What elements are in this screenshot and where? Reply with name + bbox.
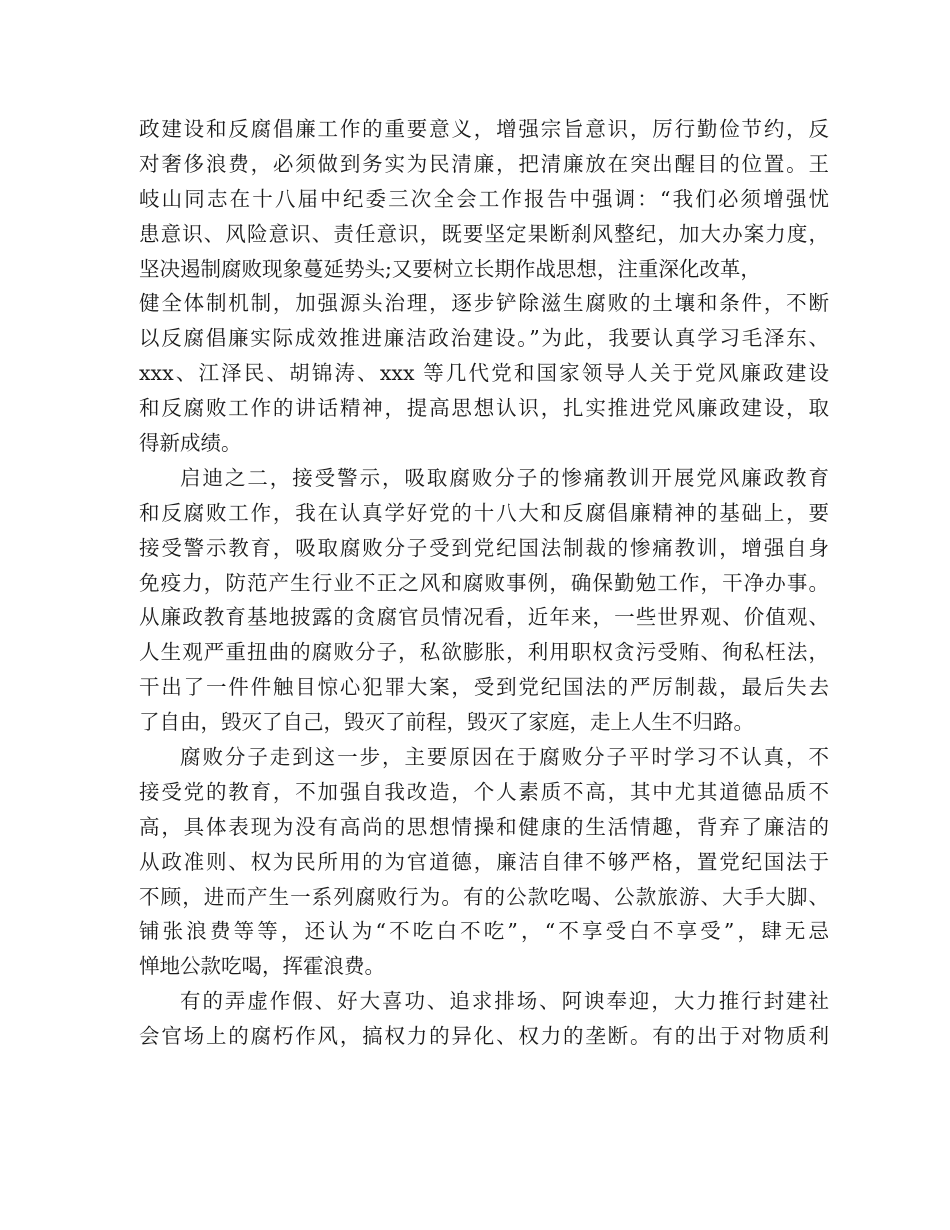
text-line: 患意识、风险意识、责任意识，既要坚定果断刹风整纪，加大办案力度，	[139, 221, 829, 246]
text-line: 以反腐倡廉实际成效推进廉洁政治建设。”为此，我要认真学习毛泽东、	[139, 326, 829, 351]
text-line: 健全体制机制，加强源头治理，逐步铲除滋生腐败的土壤和条件，不断	[139, 291, 829, 316]
text-line: 了自由，毁灭了自己，毁灭了前程，毁灭了家庭，走上人生不归路。	[139, 710, 754, 735]
text-line: 不顾，进而产生一系列腐败行为。有的公款吃喝、公款旅游、大手大脚、	[139, 884, 829, 909]
text-line: 免疫力，防范产生行业不正之风和腐败事例，确保勤勉工作，干净办事。	[139, 570, 829, 595]
paragraph-3	[139, 740, 829, 984]
document-body	[139, 112, 829, 1054]
text-line: 得新成绩。	[139, 431, 242, 456]
text-line: 和反腐败工作的讲话精神，提高思想认识，扎实推进党风廉政建设，取	[139, 396, 829, 421]
text-line: 从廉政教育基地披露的贪腐官员情况看，近年来，一些世界观、价值观、	[139, 605, 829, 630]
paragraph-2	[139, 461, 829, 740]
text-line: 惮地公款吃喝，挥霍浪费。	[139, 954, 385, 979]
text-line: 政建设和反腐倡廉工作的重要意义，增强宗旨意识，厉行勤俭节约，反	[139, 117, 829, 141]
text-line: 对奢侈浪费，必须做到务实为民清廉，把清廉放在突出醒目的位置。王	[139, 151, 829, 176]
text-line: 坚决遏制腐败现象蔓延势头;又要树立长期作战思想，注重深化改革，	[139, 256, 761, 281]
text-line: 铺张浪费等等，还认为“不吃白不吃”，“不享受白不享受”，肆无忌	[139, 919, 829, 944]
text-line: 腐败分子走到这一步，主要原因在于腐败分子平时学习不认真，不	[180, 745, 829, 770]
text-line: 人生观严重扭曲的腐败分子，私欲膨胀，利用职权贪污受贿、徇私枉法，	[139, 640, 829, 665]
text-line: 有的弄虚作假、好大喜功、追求排场、阿谀奉迎，大力推行封建社	[180, 989, 829, 1014]
text-line: xxx、江泽民、胡锦涛、xxx 等几代党和国家领导人关于党风廉政建设	[139, 361, 829, 386]
text-line: 启迪之二，接受警示，吸取腐败分子的惨痛教训开展党风廉政教育	[180, 465, 829, 490]
text-line: 从政准则、权为民所用的为官道德，廉洁自律不够严格，置党纪国法于	[139, 849, 829, 874]
paragraph-4	[139, 984, 829, 1054]
paragraph-1	[139, 112, 829, 461]
text-line: 会官场上的腐朽作风，搞权力的异化、权力的垄断。有的出于对物质利	[139, 1024, 829, 1049]
text-line: 和反腐败工作，我在认真学好党的十八大和反腐倡廉精神的基础上，要	[139, 500, 829, 525]
text-line: 干出了一件件触目惊心犯罪大案，受到党纪国法的严厉制裁，最后失去	[139, 675, 829, 700]
text-line: 岐山同志在十八届中纪委三次全会工作报告中强调：“我们必须增强忧	[139, 186, 829, 211]
text-line: 接受党的教育，不加强自我改造，个人素质不高，其中尤其道德品质不	[139, 779, 829, 804]
text-line: 接受警示教育，吸取腐败分子受到党纪国法制裁的惨痛教训，增强自身	[139, 535, 829, 560]
text-line: 高，具体表现为没有高尚的思想情操和健康的生活情趣，背弃了廉洁的	[139, 814, 829, 839]
